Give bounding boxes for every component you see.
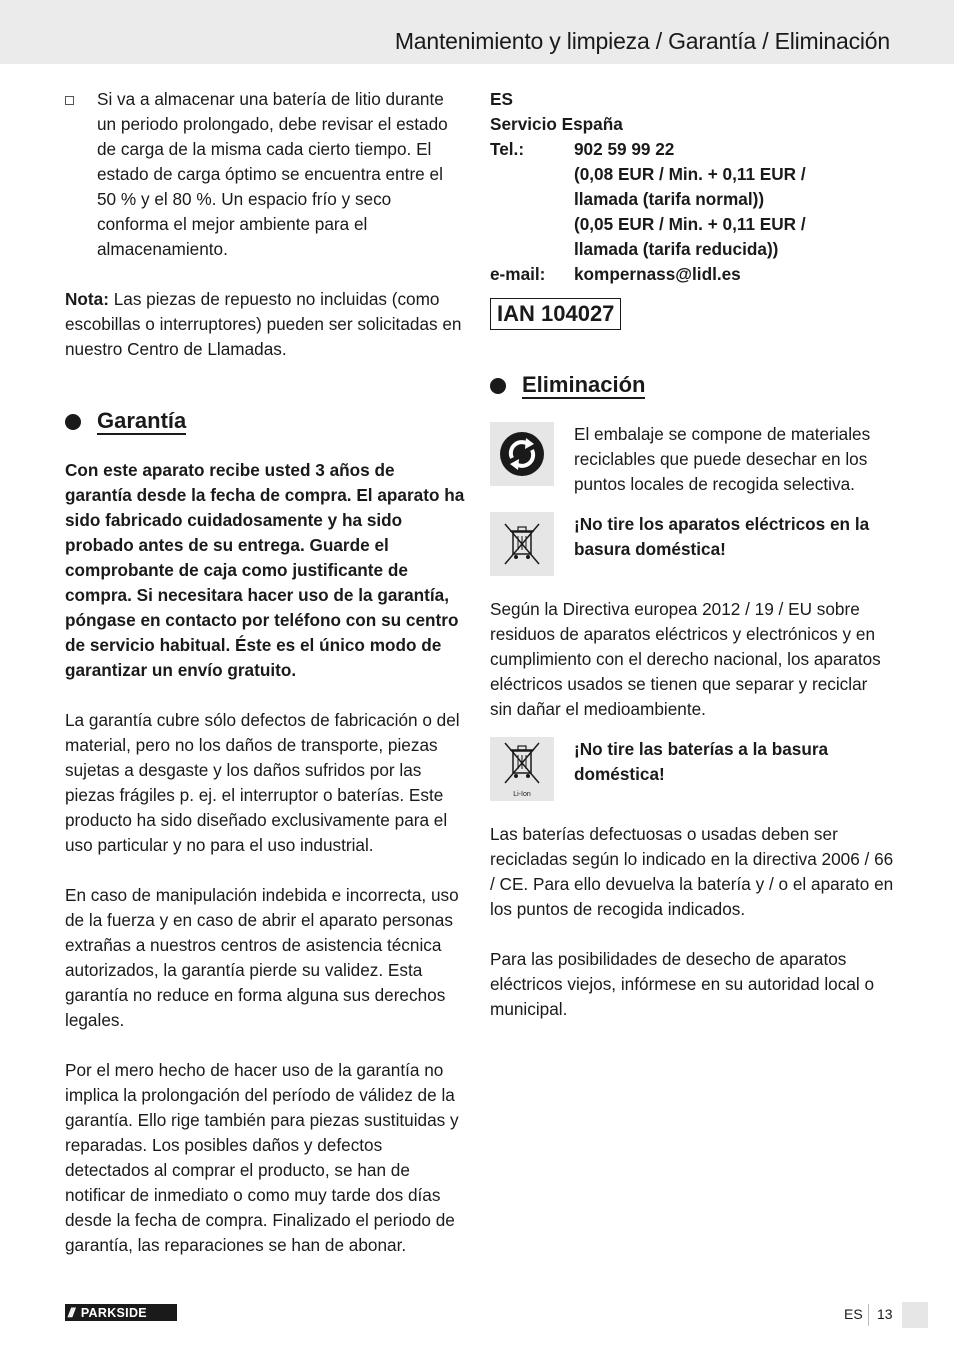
warranty-paragraph-1: La garantía cubre sólo defectos de fabricación o del material, pero no los daños de transporte, piezas sujetas a desgaste y los daños sufridos por las piezas frágiles p. ej. el interruptor o baterías. Este producto ha sido diseñado exclusivamente para el uso particular y no para el uso industrial. xyxy=(65,710,460,855)
note-label: Nota: xyxy=(65,289,109,309)
contact-service: Servicio España xyxy=(490,114,623,134)
tel-rate-line-3: (0,05 EUR / Min. + 0,11 EUR / xyxy=(574,214,806,234)
bullet-dot-icon xyxy=(490,378,506,394)
disposal-heading-text: Eliminación xyxy=(522,372,646,397)
page-number: 13 xyxy=(877,1306,893,1322)
municipal-text: Para las posibilidades de desecho de aparatos eléctricos viejos, infórmese en su autoridad local o municipal. xyxy=(490,949,875,1019)
tel-rate-line-2: llamada (tarifa normal)) xyxy=(574,189,765,209)
page-title: Mantenimiento y limpieza / Garantía / Eliminación xyxy=(394,28,890,54)
no-battery-warning: ¡No tire las baterías a la basura doméstica! xyxy=(574,739,829,784)
storage-bullet-text: Si va a almacenar una batería de litio durante un periodo prolongado, debe revisar el estado de carga de la misma cada cierto tiempo. El estado de carga óptimo se encuentra entre el 50 % y el 80 %. Un espacio frío y seco conforma el mejor ambiente para el almacenamiento. xyxy=(97,89,448,259)
tel-number: 902 59 99 22 xyxy=(574,139,675,159)
disposal-heading xyxy=(490,373,894,399)
storage-bullet xyxy=(65,87,465,262)
note-text: Las piezas de repuesto no incluidas (como escobillas o interruptores) pueden ser solicitadas en nuestro Centro de Llamadas. xyxy=(65,289,462,359)
parkside-logo xyxy=(65,1304,177,1321)
warranty-paragraph-3: Por el mero hecho de hacer uso de la garantía no implica la prolongación del período de válidez de la garantía. Ello rige también para piezas sustituidas y reparadas. Los posibles daños y defectos detectados al comprar el producto, se han de notificar de inmediato o como muy tarde dos días desde la fecha de compra. Finalizado el periodo de garantía, las reparaciones se han de abonar. xyxy=(65,1060,459,1255)
email-link[interactable]: kompernass@lidl.es xyxy=(574,264,741,284)
contact-email-row xyxy=(490,262,894,287)
battery-text: Las baterías defectuosas o usadas deben ser recicladas según lo indicado en la directiva 2006 / 66 / CE. Para ello devuelva la batería y / o el aparato en los puntos de recogida indicados. xyxy=(490,824,894,919)
tel-rate-row-3 xyxy=(490,212,894,237)
directive-text: Según la Directiva europea 2012 / 19 / EU sobre residuos de aparatos eléctricos y electrónicos y en cumplimiento con el derecho nacional, los aparatos eléctricos usados se tienen que separar y reciclar sin dañar el medioambiente. xyxy=(490,599,881,719)
contact-tel-row xyxy=(490,137,894,162)
crossed-bin-icon xyxy=(490,512,554,576)
packaging-row xyxy=(490,422,894,497)
contact-country: ES xyxy=(490,89,513,109)
footer-tab-marker xyxy=(902,1302,928,1328)
recycling-symbol-icon xyxy=(490,422,554,486)
warranty-heading xyxy=(65,409,465,435)
ian-number-box: IAN 104027 xyxy=(490,298,621,330)
tel-rate-row-1 xyxy=(490,162,894,187)
logo-slashes: /// xyxy=(68,1305,73,1320)
service-contact xyxy=(490,87,894,287)
tel-rate-row-4 xyxy=(490,237,894,262)
tel-rate-row-2 xyxy=(490,187,894,212)
warranty-heading-text: Garantía xyxy=(97,408,187,433)
tel-rate-line-1: (0,08 EUR / Min. + 0,11 EUR / xyxy=(574,164,806,184)
header-band xyxy=(0,0,954,64)
battery-label: Li-Ion xyxy=(513,791,531,798)
left-column xyxy=(65,87,465,1258)
logo-brand: PARKSIDE xyxy=(80,1305,147,1320)
bullet-dot-icon xyxy=(65,414,81,430)
no-battery-row xyxy=(490,737,894,801)
tel-rate-line-4: llamada (tarifa reducida)) xyxy=(574,239,779,259)
email-label: e-mail: xyxy=(490,264,546,284)
warranty-intro: Con este aparato recibe usted 3 años de garantía desde la fecha de compra. El aparato ha sido fabricado cuidadosamente y ha sido probado antes de su entrega. Guarde el comprobante de caja como justificante de compra. Si necesitara hacer uso de la garantía, póngase en contacto por teléfono con su centro de servicio habitual. Éste es el único modo de garantizar un envío gratuito. xyxy=(65,460,465,680)
tel-label: Tel.: xyxy=(490,139,525,159)
no-electrical-warning: ¡No tire los aparatos eléctricos en la basura doméstica! xyxy=(574,514,870,559)
crossed-bin-battery-icon xyxy=(490,737,554,801)
footer-divider xyxy=(868,1304,869,1326)
note-paragraph xyxy=(65,287,465,362)
checkbox-bullet-icon xyxy=(65,96,74,105)
right-column xyxy=(490,87,894,1022)
no-electrical-row xyxy=(490,512,894,576)
footer-language: ES xyxy=(844,1306,863,1322)
packaging-text: El embalaje se compone de materiales reciclables que puede desechar en los puntos locales de recogida selectiva. xyxy=(574,424,871,494)
warranty-paragraph-2: En caso de manipulación indebida e incorrecta, uso de la fuerza y en caso de abrir el aparato personas extrañas a nuestros centros de asistencia técnica autorizados, la garantía pierde su validez. Esta garantía no reduce en forma alguna sus derechos legales. xyxy=(65,885,459,1030)
